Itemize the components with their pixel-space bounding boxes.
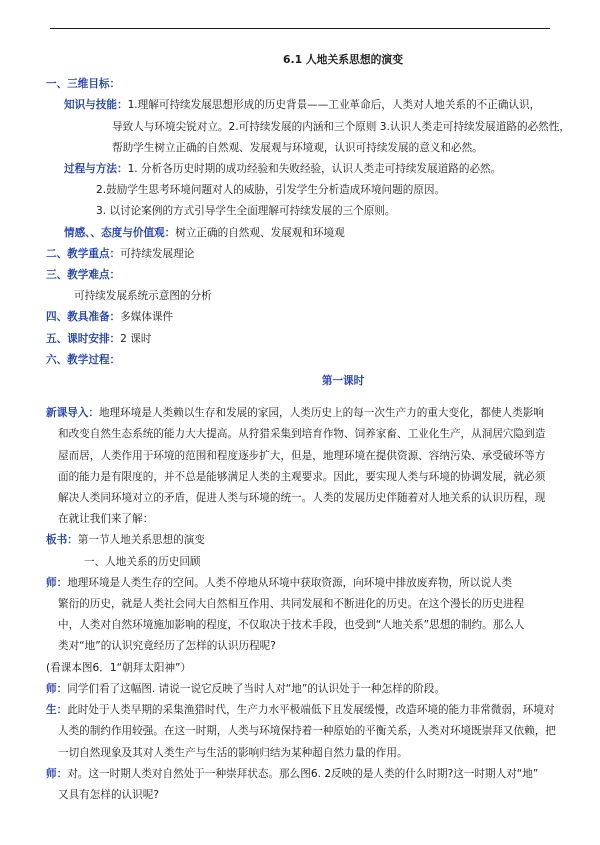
emotion-text: 树立正确的自然观、发展观和环境观 [175,226,345,239]
section-4-heading: 四、教具准备： [46,311,121,324]
process-text-1: 1. 分析各历史时期的成功经验和失败经验，认识人类走可持续发展道路的必然。 [127,163,502,176]
section-2 [46,244,556,265]
intro-line-6: 在就让我们来了解： [58,513,154,526]
teacher1-line-4: 类对“地”的认识究竟经历了怎样的认识历程呢? [58,640,276,653]
knowledge-line-3: 帮助学生树立正确的自然观、发展观与环境观，认识可持续发展的意义和必然。 [112,141,483,154]
intro-line-5: 解决人类同环境对立的矛盾，促进人类与环境的统一。人类的发展历史伴随着对人地关系的认识历程，现 [58,492,546,505]
student1-line-1 [46,700,556,721]
process-line-2: 2.鼓励学生思考环境问题对人的威胁，引发学生分析造成环境问题的原因。 [96,184,446,197]
section-3-heading: 三、教学难点： [46,269,121,282]
intro-line-1 [46,403,556,424]
header-rule [50,28,550,29]
teacher3-text-1: 对。这一时期人类对自然处于一种崇拜状态。那么图6. 2反映的是人类的什么时期?这一时期人对“地” [67,767,539,780]
look-textbook-note: (看课本图6．1“朝拜太阳神”） [46,661,192,674]
section-4-text: 多媒体课件 [120,311,174,324]
teacher1-label: 师： [46,576,68,589]
intro-line-2: 和改变自然生态系统的能力大大提高。从狩猎采集到培育作物、饲养家畜、工业化生产，从洞居穴隐到造 [58,428,546,441]
section-4 [46,307,556,328]
section-5 [46,329,556,350]
teacher3-line-2: 又具有怎样的认识呢? [58,788,159,801]
teacher1-line-3: 中，人类对自然环境施加影响的程度，不仅取决于技术手段，也受到“人地关系”思想的制约。那么人 [58,619,525,632]
student1-line-3: 一切自然现象及其对人类生产与生活的影响归结为某种超自然力量的作用。 [58,746,408,759]
board-text: 第一节人地关系思想的演变 [77,534,205,547]
intro-text-1: 地理环境是人类赖以生存和发展的家园，人类历史上的每一次生产力的重大变化，都使人类影响 [98,407,544,420]
lesson-title: 第一课时 [321,375,365,388]
student1-line-2: 人类的制约作用较强。在这一时期，人类与环境保持着一种原始的平衡关系，人类对环境既崇拜又依赖，把 [58,725,556,738]
section-2-heading: 二、教学重点： [46,247,121,260]
teacher3-label: 师： [46,767,68,780]
teacher1-line-1 [46,573,556,594]
knowledge-line-1 [46,95,556,116]
section-1-heading: 一、三维目标： [46,78,121,91]
teacher2-line [46,679,556,700]
board-label: 板书： [46,534,78,547]
document-title: 6.1 人地关系思想的演变 [282,53,404,66]
knowledge-line-2: 导致人与环境尖锐对立。2.可持续发展的内涵和三个原则 3.认识人类走可持续发展道路的必然性， [112,120,570,133]
intro-line-3: 屋而居，人类作用于环境的范围和程度逐步扩大，但是，地理环境在提供资源、容纳污染、承受破坏等方 [58,449,546,462]
teacher2-label: 师： [46,682,68,695]
section-2-text: 可持续发展理论 [120,247,195,260]
student1-label: 生： [46,704,68,717]
process-label: 过程与方法： [64,163,128,176]
intro-label: 新课导入： [46,407,99,420]
process-line-1 [46,159,556,180]
intro-line-4: 面的能力是有限度的，并不总是能够满足人类的主观要求。因此，要实现人类与环境的协调发展，就必须 [58,470,546,483]
emotion-line [46,223,556,244]
document-body [46,49,570,806]
board-subheading: 一、人地关系的历史回顾 [84,555,201,568]
student1-text-1: 此时处于人类早期的采集渔猎时代，生产力水平极端低下且发展缓慢，改造环境的能力非常微弱，环境对 [67,704,555,717]
board-line [46,530,556,551]
teacher2-text: 同学们看了这幅图. 请说一说它反映了当时人对“地”的认识处于一种怎样的阶段。 [67,682,446,695]
section-5-text: 2 课时 [120,332,152,345]
knowledge-text-1: 1.理解可持续发展思想形成的历史背景——工业革命后，人类对人地关系的不正确认识， [127,99,541,112]
emotion-label: 情感、、态度与价值观： [64,226,176,239]
process-line-3: 3. 以讨论案例的方式引导学生全面理解可持续发展的三个原则。 [96,205,396,218]
section-3-text: 可持续发展系统示意图的分析 [74,290,212,303]
section-6-heading: 六、教学过程： [46,353,121,366]
knowledge-label: 知识与技能： [64,99,128,112]
section-5-heading: 五、课时安排： [46,332,121,345]
teacher3-line-1 [46,764,556,785]
teacher1-text-1: 地理环境是人类生存的空间。人类不停地从环境中获取资源，向环境中排放废弃物，所以说人类 [67,576,513,589]
teacher1-line-2: 繁衍的历史，就是人类社会同大自然相互作用、共同发展和不断进化的历史。在这个漫长的历史进程 [58,598,525,611]
